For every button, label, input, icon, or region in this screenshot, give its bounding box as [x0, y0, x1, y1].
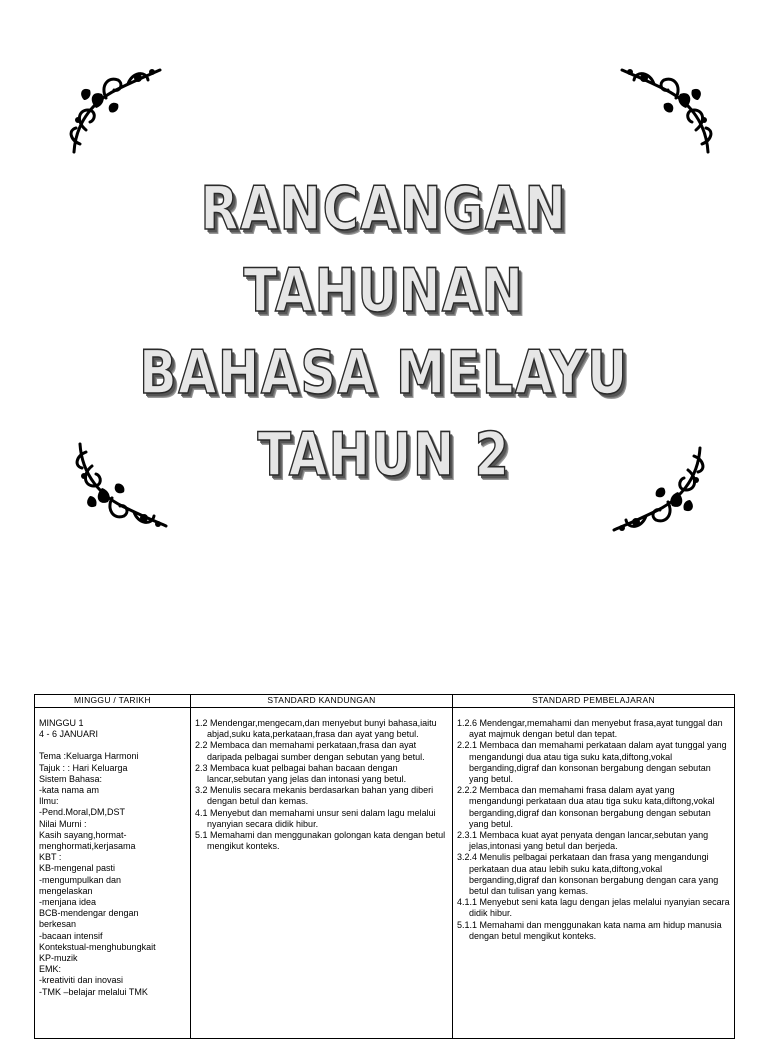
pembelajaran-item-text: 5.1.1 Memahami dan menggunakan kata nama am hidup manusia dengan betul mengikut konteks.	[457, 919, 722, 941]
minggu-line: Nilai Murni :	[39, 818, 87, 829]
minggu-line: Kasih sayang,hormat-	[39, 829, 127, 840]
minggu-line: menghormati,kerjasama	[39, 841, 136, 852]
minggu-line: KBT :	[39, 852, 62, 863]
kandungan-cell	[191, 708, 453, 1039]
header-minggu: MINGGU / TARIKH	[35, 695, 191, 708]
minggu-line: -mengumpulkan dan	[39, 874, 122, 885]
flourish-icon	[608, 440, 708, 540]
corner-ornament-bottom-left	[72, 436, 172, 536]
minggu-line: Tema :Keluarga Harmoni	[39, 751, 139, 762]
pembelajaran-item-text: 3.2.4 Menulis pelbagai perkataan dan frasa yang mengandungi perkataan dua atau lebih suku kata,diftong,vokal berganding,digraf dan konsonan bergabung dengan cara yang betul dan tulisan yang kemas.	[457, 852, 719, 897]
kandungan-item-text: 3.2 Menulis secara mekanis berdasarkan bahan yang diberi dengan betul dan kemas.	[195, 785, 434, 807]
minggu-line: KB-mengenal pasti	[39, 863, 116, 874]
minggu-line: EMK:	[39, 964, 62, 975]
minggu-line: KP-muzik	[39, 953, 78, 964]
kandungan-item	[195, 763, 448, 785]
minggu-line	[39, 740, 186, 751]
flourish-icon	[616, 60, 716, 160]
minggu-cell	[35, 708, 191, 1039]
kandungan-item	[195, 740, 448, 762]
header-standard-pembelajaran: STANDARD PEMBELAJARAN	[453, 695, 735, 708]
minggu-line: -kreativiti dan inovasi	[39, 975, 124, 986]
corner-ornament-bottom-right	[608, 440, 708, 540]
header-standard-kandungan: STANDARD KANDUNGAN	[191, 695, 453, 708]
minggu-line: -TMK –belajar melalui TMK	[39, 986, 148, 997]
kandungan-item-text: 2.2 Membaca dan memahami perkataan,frasa dan ayat daripada pelbagai sumber dengan sebutan yang betul.	[195, 740, 425, 762]
title-line-1: RANCANGAN TAHUNAN	[200, 174, 568, 326]
pembelajaran-item-text: 2.3.1 Membaca kuat ayat penyata dengan lancar,sebutan yang jelas,intonasi yang betul dan berjeda.	[457, 830, 709, 852]
pembelajaran-item-text: 4.1.1 Menyebut seni kata lagu dengan jelas melalui nyanyian secara didik hibur.	[457, 897, 730, 919]
minggu-line: -menjana idea	[39, 897, 97, 908]
pembelajaran-item	[457, 718, 730, 740]
title-line-3: TAHUN 2	[257, 420, 511, 490]
table-header-row	[35, 695, 735, 708]
pembelajaran-item	[457, 740, 730, 785]
pembelajaran-item	[457, 852, 730, 897]
minggu-line: BCB-mendengar dengan	[39, 908, 139, 919]
pembelajaran-item-text: 2.2.2 Membaca dan memahami frasa dalam ayat yang mengandungi perkataan dua atau tiga suku kata,diftong,vokal berganding,digraf dan konsonan bergabung dengan sebutan yang betul.	[457, 785, 715, 829]
pembelajaran-item	[457, 785, 730, 830]
kandungan-item	[195, 718, 448, 740]
lesson-plan-table	[34, 694, 735, 1039]
kandungan-item-text: 1.2 Mendengar,mengecam,dan menyebut bunyi bahasa,iaitu abjad,suku kata,perkataan,frasa dan ayat yang betul.	[195, 718, 437, 740]
minggu-line: Kontekstual-menghubungkait	[39, 941, 156, 952]
title-line-2: BAHASA MELAYU	[139, 338, 629, 408]
minggu-line: Ilmu:	[39, 796, 59, 807]
corner-ornament-top-right	[616, 60, 716, 160]
kandungan-item-text: 4.1 Menyebut dan memahami unsur seni dalam lagu melalui nyanyian secara didik hibur.	[195, 807, 436, 829]
minggu-line: mengelaskan	[39, 885, 93, 896]
kandungan-item-text: 5.1 Memahami dan menggunakan golongan kata dengan betul mengikut konteks.	[195, 830, 446, 852]
kandungan-item-text: 2.3 Membaca kuat pelbagai bahan bacaan dengan lancar,sebutan yang jelas dan intonasi yang betul.	[195, 762, 407, 785]
pembelajaran-item	[457, 897, 730, 919]
minggu-line: -bacaan intensif	[39, 930, 103, 941]
flourish-icon	[66, 60, 166, 160]
minggu-line: MINGGU 1	[39, 718, 84, 728]
pembelajaran-item-text: 2.2.1 Membaca dan memahami perkataan dalam ayat tunggal yang mengandungi dua atau tiga suku kata,diftong,vokal berganding,digraf dan konsonan bergabung dengan sebutan yang betul.	[457, 740, 727, 785]
pembelajaran-item	[457, 920, 730, 942]
minggu-line: 4 - 6 JANUARI	[39, 729, 99, 740]
kandungan-item	[195, 785, 448, 807]
corner-ornament-top-left	[66, 60, 166, 160]
table-row	[35, 708, 735, 1039]
pembelajaran-item-text: 1.2.6 Mendengar,memahami dan menyebut frasa,ayat tunggal dan ayat majmuk dengan betul dan tepat.	[457, 718, 723, 740]
minggu-line: Sistem Bahasa:	[39, 773, 103, 784]
minggu-line: -Pend.Moral,DM,DST	[39, 807, 126, 818]
pembelajaran-item	[457, 830, 730, 852]
minggu-line: Tajuk : : Hari Keluarga	[39, 762, 128, 773]
minggu-line: -kata nama am	[39, 785, 100, 796]
minggu-line: berkesan	[39, 919, 77, 930]
flourish-icon	[72, 436, 172, 536]
pembelajaran-cell	[453, 708, 735, 1039]
kandungan-item	[195, 808, 448, 830]
kandungan-item	[195, 830, 448, 852]
